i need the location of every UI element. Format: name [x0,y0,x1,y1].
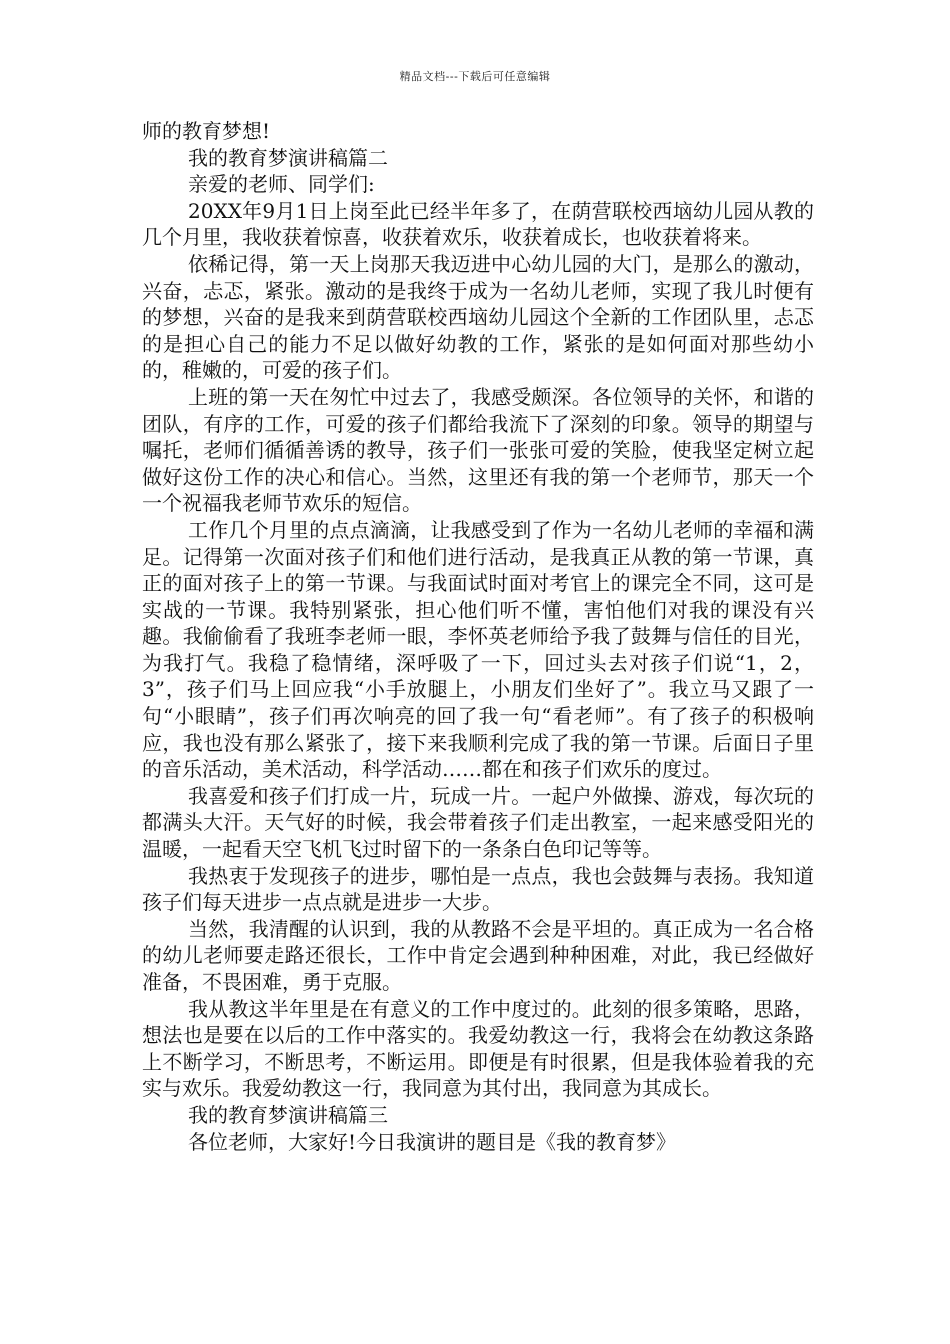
paragraph: 上班的第一天在匆忙中过去了，我感受颇深。各位领导的关怀，和谐的团队，有序的工作，可爱的孩子们都给我流下了深刻的印象。领导的期望与嘱托，老师们循循善诱的教导，孩子们一张张可爱的笑脸，使我坚定树立起做好这份工作的决心和信心。当然，这里还有我的第一个老师节，那天一个一个祝福我老师节欢乐的短信。 [142,384,814,516]
section-heading: 我的教育梦演讲稿篇二 [188,145,388,170]
paragraph: 师的教育梦想! [142,119,271,143]
salutation: 亲爱的老师、同学们: [188,172,375,197]
paragraph: 我从教这半年里是在有意义的工作中度过的。此刻的很多策略，思路，想法也是要在以后的工作中落实的。我爱幼教这一行，我将会在幼教这条路上不断学习，不断思考，不断运用。即便是有时很累，但是我体验着我的充实与欢乐。我爱幼教这一行，我同意为其付出，我同意为其成长。 [142,996,814,1101]
paragraph: 依稀记得，第一天上岗那天我迈进中心幼儿园的大门，是那么的激动，兴奋，忐忑，紧张。激动的是我终于成为一名幼儿老师，实现了我儿时便有的梦想，兴奋的是我来到荫营联校西垴幼儿园这个全新的工作团队里，忐忑的是担心自己的能力不足以做好幼教的工作，紧张的是如何面对那些幼小的，稚嫩的，可爱的孩子们。 [142,251,814,383]
section-heading: 我的教育梦演讲稿篇三 [188,1102,388,1127]
paragraph: 我热衷于发现孩子的进步，哪怕是一点点，我也会鼓舞与表扬。我知道孩子们每天进步一点点就是进步一大步。 [142,863,814,915]
page-header: 精品文档---下载后可任意编辑 [399,70,551,83]
paragraph: 工作几个月里的点点滴滴，让我感受到了作为一名幼儿老师的幸福和满足。记得第一次面对孩子们和他们进行活动，是我真正从教的第一节课，真正的面对孩子上的第一节课。与我面试时面对考官上的课完全不同，这可是实战的一节课。我特别紧张，担心他们听不懂，害怕他们对我的课没有兴趣。我偷偷看了我班李老师一眼，李怀英老师给予我了鼓舞与信任的目光，为我打气。我稳了稳情绪，深呼吸了一下，回过头去对孩子们说“1，2，3”，孩子们马上回应我“小手放腿上，小朋友们坐好了”。我立马又跟了一句“小眼睛”，孩子们再次响亮的回了我一句“看老师”。有了孩子的积极响应，我也没有那么紧张了，接下来我顺利完成了我的第一节课。后面日子里的音乐活动，美术活动，科学活动……都在和孩子们欢乐的度过。 [142,517,814,782]
paragraph: 各位老师，大家好!今日我演讲的题目是《我的教育梦》 [188,1129,677,1154]
document-body [142,118,814,1155]
paragraph: 我喜爱和孩子们打成一片，玩成一片。一起户外做操、游戏，每次玩的都满头大汗。天气好的时候，我会带着孩子们走出教室，一起来感受阳光的温暖，一起看天空飞机飞过时留下的一条条白色印记等等。 [142,783,814,862]
paragraph: 20XX年9月1日上岗至此已经半年多了，在荫营联校西垴幼儿园从教的几个月里，我收获着惊喜，收获着欢乐，收获着成长，也收获着将来。 [142,198,814,250]
paragraph: 当然，我清醒的认识到，我的从教路不会是平坦的。真正成为一名合格的幼儿老师要走路还很长，工作中肯定会遇到种种困难，对此，我已经做好准备，不畏困难，勇于克服。 [142,916,814,994]
